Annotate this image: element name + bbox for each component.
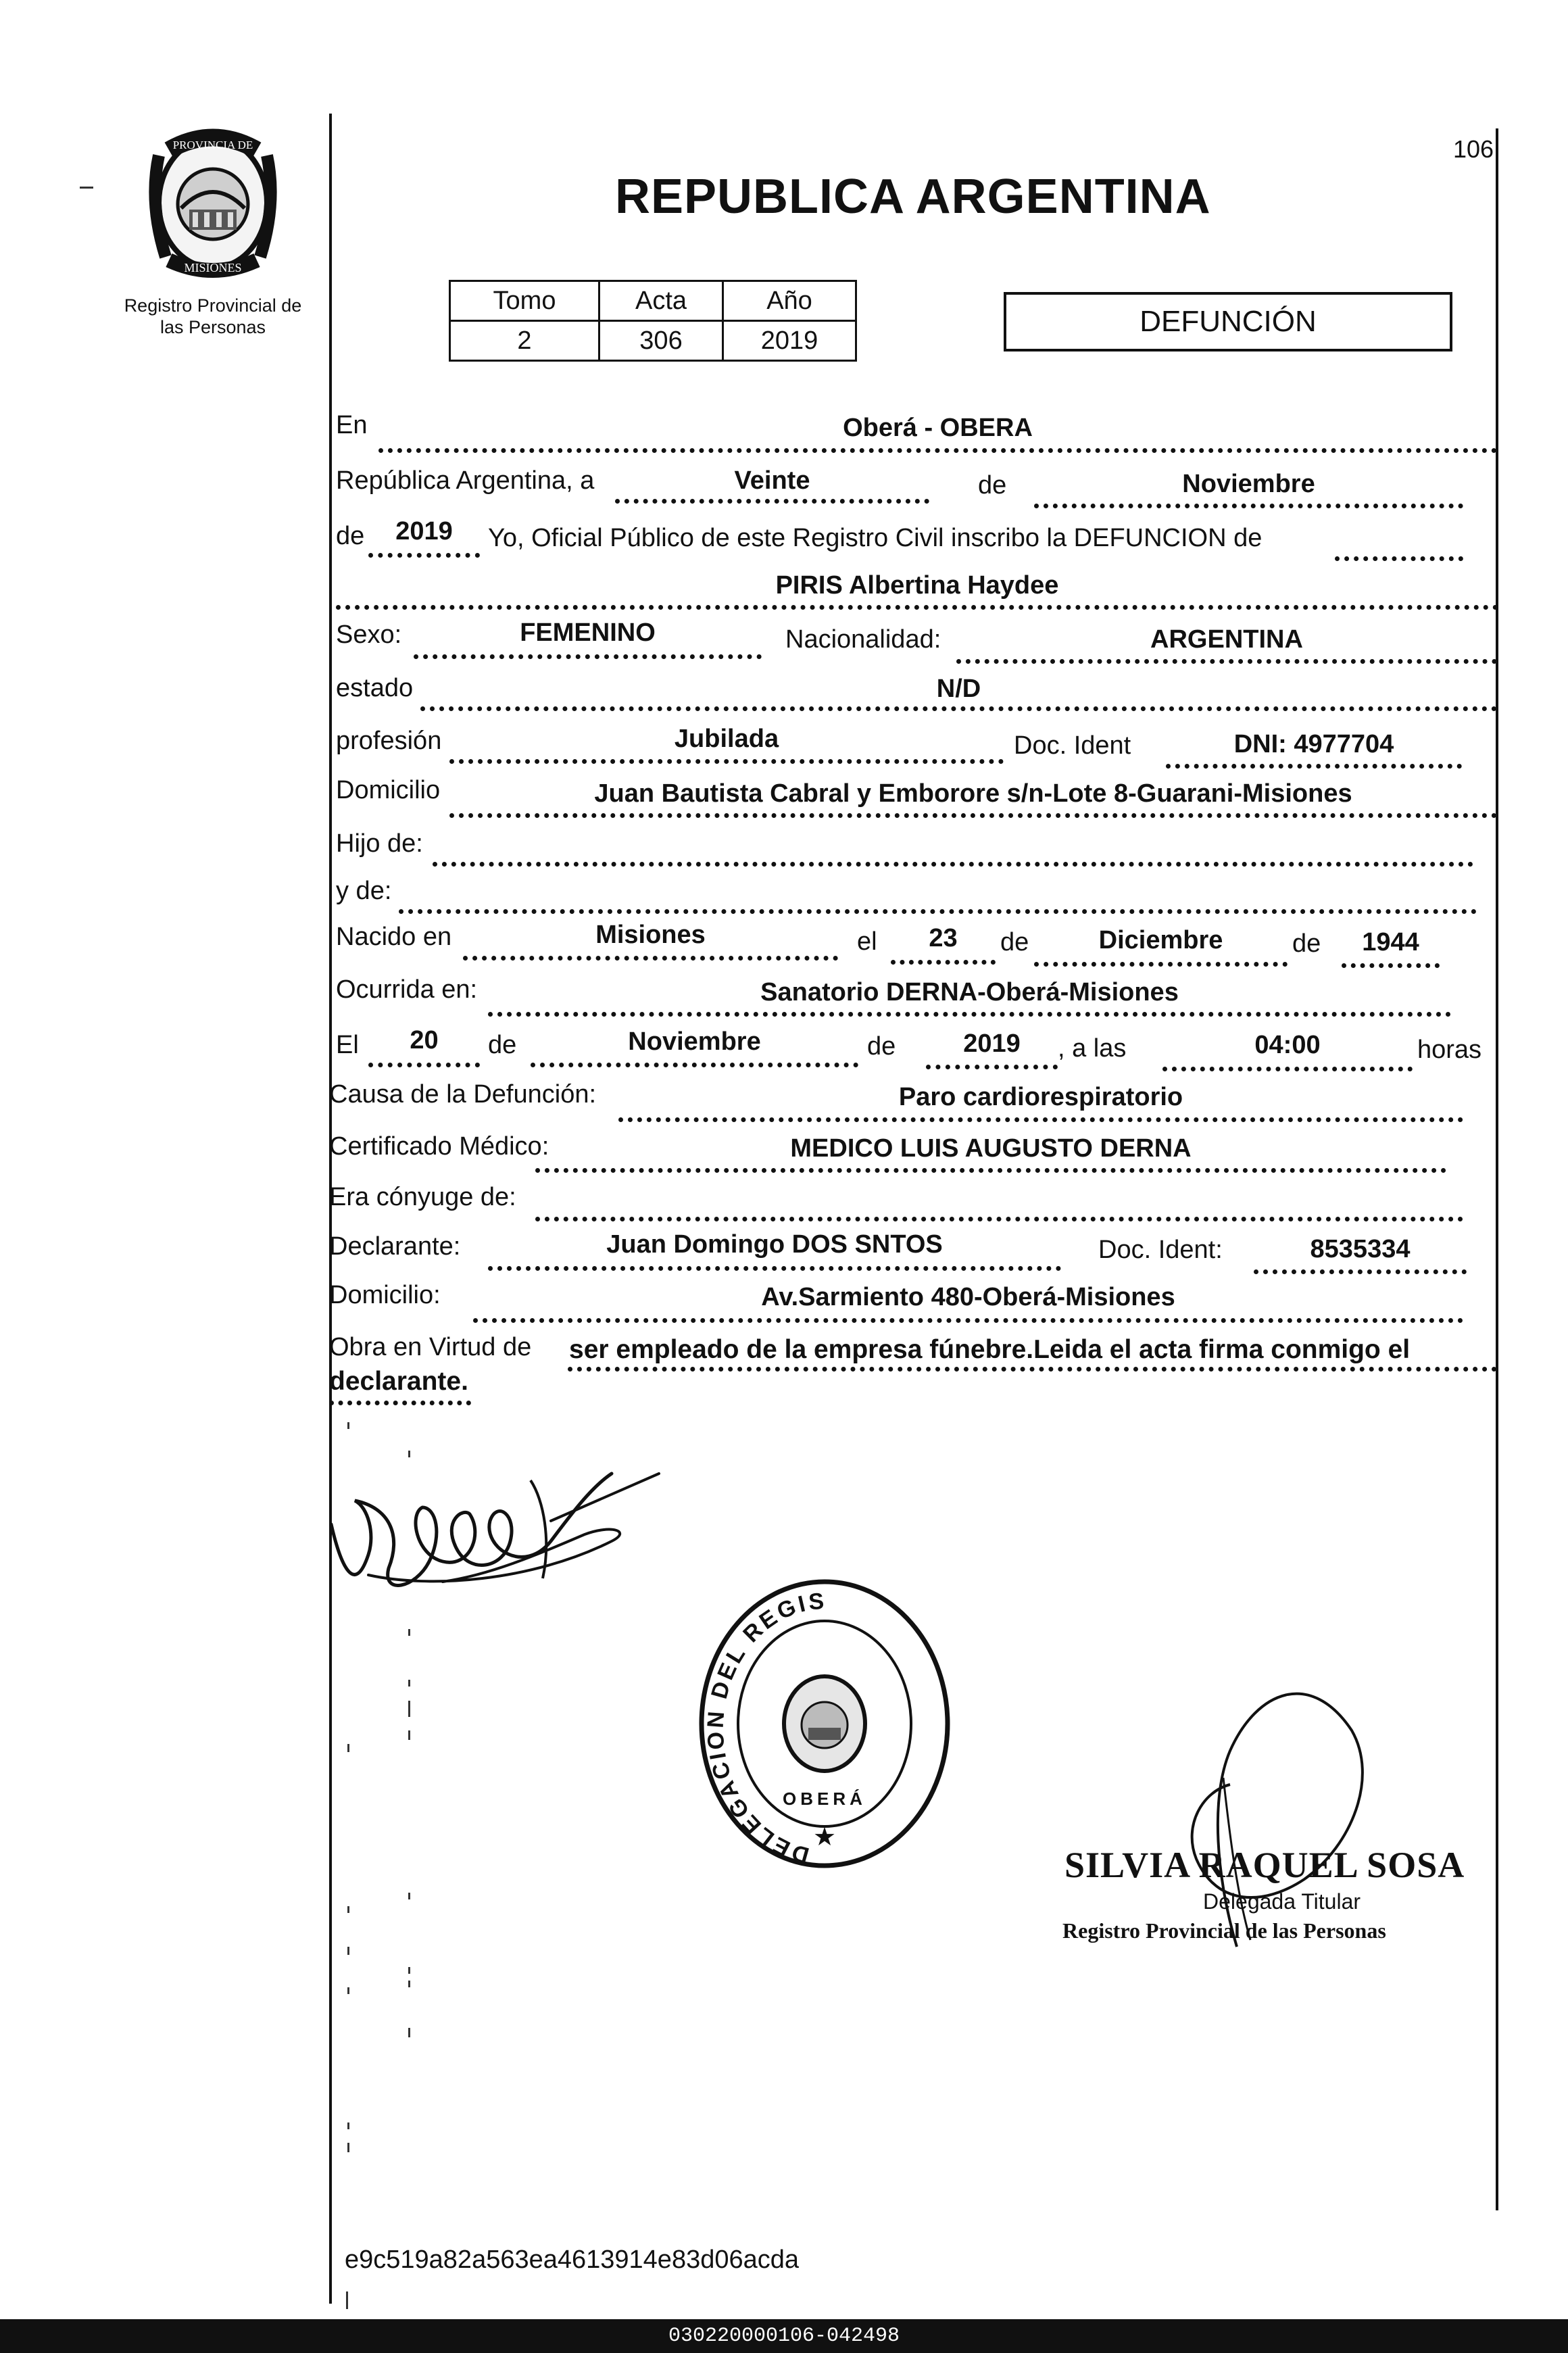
svg-text:DELEGACION DEL REGISTRO PROVIN: DELEGACION DEL REGIS [702, 1588, 828, 1868]
anio-header: Año [723, 281, 856, 321]
death-year-dotline [926, 1065, 1058, 1069]
birth-year-value: 1944 [1362, 928, 1419, 956]
nacionalidad-label: Nacionalidad: [785, 625, 941, 654]
de-label-6: de [867, 1032, 896, 1061]
death-time-value: 04:00 [1254, 1031, 1321, 1059]
docident-dotline [1166, 764, 1462, 769]
de-label-3: de [1000, 928, 1029, 956]
conyuge-dotline [535, 1217, 1463, 1221]
month-value: Noviembre [1182, 470, 1315, 498]
page-number: 106 [1453, 135, 1494, 163]
name-dotline [336, 605, 1498, 610]
obra-value-1: ser empleado de la empresa fúnebre.Leida el acta firma conmigo el [569, 1335, 1411, 1364]
conyuge-label: Era cónyuge de: [329, 1183, 516, 1211]
el2-label: El [336, 1031, 359, 1059]
domicilio-label: Domicilio [336, 776, 441, 804]
acta-header: Acta [599, 281, 723, 321]
de-label-5: de [488, 1031, 517, 1059]
causa-label: Causa de la Defunción: [329, 1080, 597, 1109]
tomo-header: Tomo [450, 281, 599, 321]
domicilio2-value: Av.Sarmiento 480-Oberá-Misiones [761, 1283, 1175, 1311]
de-label-4: de [1292, 929, 1321, 958]
official-signature [1135, 1676, 1379, 1960]
death-month-dotline [531, 1063, 858, 1067]
day-dotline [615, 499, 929, 504]
hijo-label: Hijo de: [336, 829, 423, 858]
obra-value-2: declarante. [329, 1367, 468, 1396]
svg-text:MISIONES: MISIONES [184, 261, 242, 274]
declarante-label: Declarante: [329, 1232, 461, 1261]
estado-label: estado [336, 674, 414, 702]
birth-month-value: Diciembre [1098, 926, 1223, 954]
estado-value: N/D [936, 675, 981, 703]
footer-code: 030220000106-042498 [668, 2325, 900, 2348]
hijo-dotline [433, 862, 1473, 867]
de-label-2: de [336, 522, 365, 550]
birth-month-dotline [1034, 962, 1288, 967]
sexo-label: Sexo: [336, 621, 402, 649]
el-label: el [857, 927, 877, 956]
official-office: Registro Provincial de las Personas [1062, 1918, 1386, 1943]
domicilio2-dotline [473, 1318, 1463, 1323]
domicilio-dotline [449, 813, 1497, 818]
declarant-signature [328, 1460, 666, 1622]
estado-dotline [420, 706, 1497, 711]
death-day-dotline [368, 1063, 480, 1067]
nacido-value: Misiones [595, 921, 706, 949]
ocurrida-dotline [488, 1012, 1451, 1017]
anio-value: 2019 [723, 321, 856, 361]
de-label-1: de [978, 471, 1007, 500]
record-table [449, 280, 857, 362]
causa-dotline [618, 1117, 1463, 1122]
republica-label: República Argentina, a [336, 466, 595, 495]
svg-text:★: ★ [812, 1823, 837, 1851]
nacionalidad-dotline [956, 659, 1497, 664]
profesion-dotline [449, 759, 1004, 764]
docident-value: DNI: 4977704 [1233, 730, 1394, 758]
domicilio-value: Juan Bautista Cabral y Emborore s/n-Lote 8-Guarani-Misiones [594, 779, 1352, 808]
domicilio2-label: Domicilio: [329, 1281, 441, 1309]
birth-day-dotline [891, 960, 996, 965]
year-value: 2019 [395, 517, 453, 545]
yde-dotline [399, 909, 1477, 914]
left-edge-mark [80, 187, 93, 189]
month-dotline [1034, 504, 1463, 508]
record-type-box: DEFUNCIÓN [1004, 292, 1452, 351]
yde-label: y de: [336, 877, 392, 905]
declarante-dotline [488, 1266, 1061, 1271]
logo-caption: Registro Provincial de las Personas [124, 295, 302, 337]
obra-dotline-2 [329, 1401, 471, 1405]
acta-value: 306 [599, 321, 723, 361]
page-title: REPUBLICA ARGENTINA [615, 170, 1211, 224]
docident2-dotline [1254, 1269, 1467, 1274]
official-name: SILVIA RAQUEL SOSA [1064, 1845, 1465, 1885]
death-day-value: 20 [410, 1026, 439, 1054]
year-dotline [368, 553, 480, 558]
day-value: Veinte [734, 466, 810, 495]
declarante-value: Juan Domingo DOS SNTOS [606, 1230, 943, 1259]
profesion-value: Jubilada [674, 725, 779, 753]
document-hash: e9c519a82a563ea4613914e83d06acda [345, 2246, 800, 2274]
nacido-dotline [463, 956, 838, 961]
docident2-value: 8535334 [1310, 1235, 1411, 1263]
en-value: Oberá - OBERA [843, 414, 1033, 442]
obra-dotline-1 [568, 1367, 1497, 1372]
death-time-dotline [1162, 1067, 1413, 1071]
certificado-value: MEDICO LUIS AUGUSTO DERNA [790, 1134, 1192, 1163]
birth-day-value: 23 [929, 924, 958, 952]
sexo-dotline [414, 654, 762, 659]
official-title: Delegada Titular [1203, 1889, 1361, 1914]
causa-value: Paro cardiorespiratorio [898, 1083, 1183, 1111]
inscribo-dotline [1335, 556, 1463, 561]
docident2-label: Doc. Ident: [1098, 1236, 1223, 1264]
horas-label: horas [1417, 1036, 1482, 1064]
tomo-value: 2 [450, 321, 599, 361]
provincial-logo [142, 128, 284, 281]
official-stamp [689, 1568, 960, 1879]
ocurrida-label: Ocurrida en: [336, 975, 478, 1004]
obra-label: Obra en Virtud de [329, 1333, 532, 1361]
hash-tick [346, 2291, 348, 2309]
svg-text:PROVINCIA DE: PROVINCIA DE [172, 139, 253, 151]
en-dotline [378, 448, 1497, 453]
svg-text:OBERÁ: OBERÁ [783, 1789, 866, 1809]
en-label: En [336, 411, 368, 439]
birth-year-dotline [1342, 963, 1440, 968]
death-year-value: 2019 [963, 1029, 1021, 1058]
docident-label: Doc. Ident [1014, 731, 1131, 760]
nacido-label: Nacido en [336, 923, 452, 951]
nacionalidad-value: ARGENTINA [1150, 625, 1303, 654]
footer-code-bar [0, 2319, 1568, 2353]
certificado-dotline [535, 1168, 1446, 1173]
deceased-name: PIRIS Albertina Haydee [775, 571, 1059, 600]
sexo-value: FEMENINO [520, 618, 656, 647]
alas-label: , a las [1058, 1034, 1127, 1063]
certificado-label: Certificado Médico: [329, 1132, 549, 1161]
profesion-label: profesión [336, 727, 442, 755]
ocurrida-value: Sanatorio DERNA-Oberá-Misiones [760, 978, 1179, 1006]
death-month-value: Noviembre [628, 1027, 761, 1056]
inscribo-text: Yo, Oficial Público de este Registro Civil inscribo la DEFUNCION de [488, 524, 1263, 552]
